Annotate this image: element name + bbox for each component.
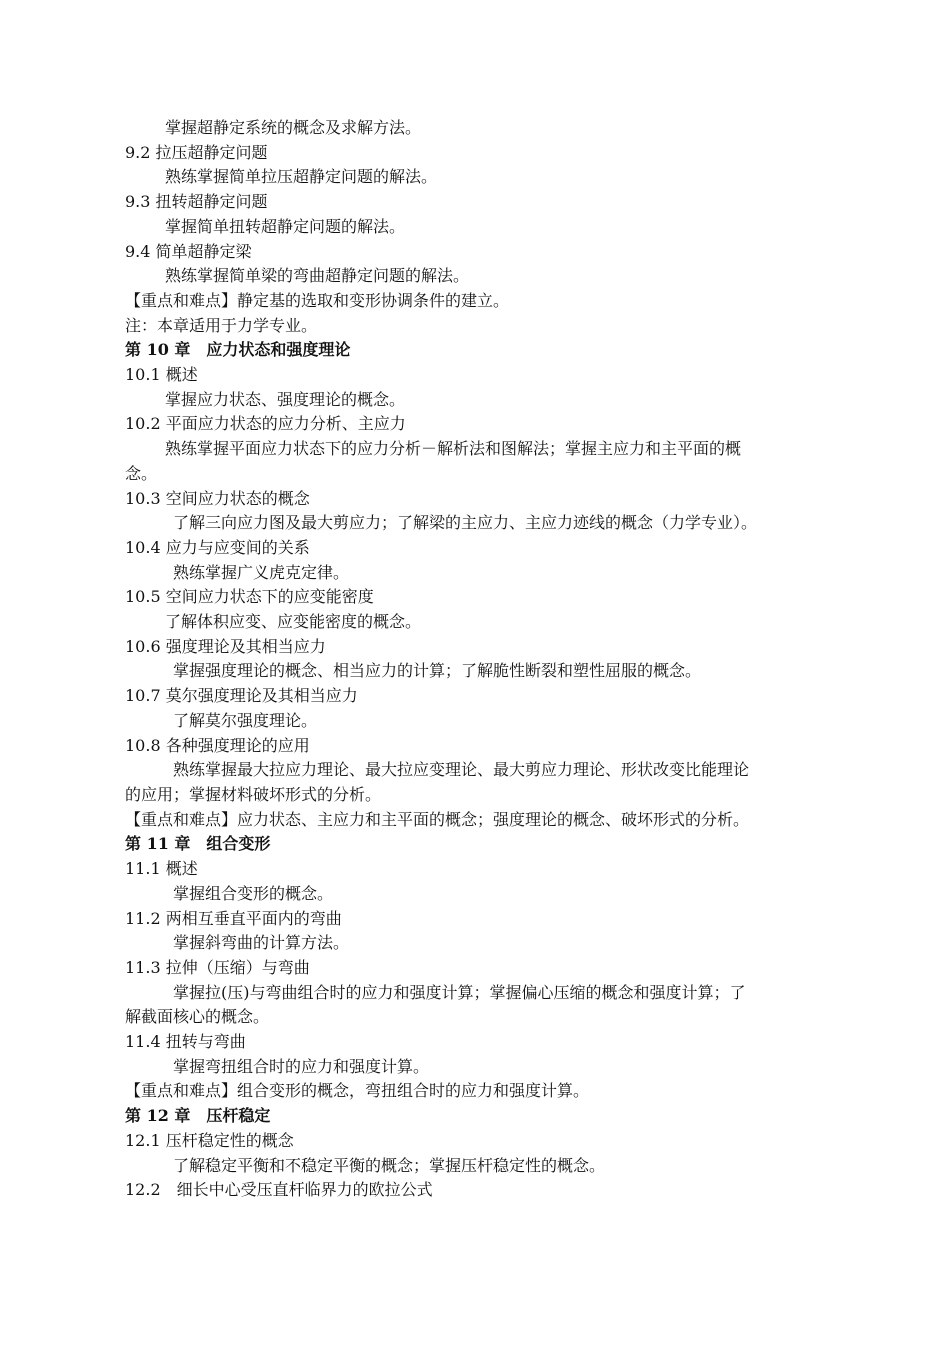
text-line: 12.2 细长中心受压直杆临界力的欧拉公式: [125, 1180, 433, 1200]
text-line: 熟练掌握广义虎克定律。: [173, 562, 350, 582]
chapter-heading: 第 11 章 组合变形: [125, 834, 271, 854]
text-line: 10.6 强度理论及其相当应力: [125, 636, 326, 656]
text-line: 了解三向应力图及最大剪应力；了解梁的主应力、主应力迹线的概念（力学专业）。: [173, 513, 758, 533]
text-line: 掌握简单扭转超静定问题的解法。: [165, 216, 406, 236]
text-line: 熟练掌握简单拉压超静定问题的解法。: [165, 167, 438, 187]
text-line: 【重点和难点】静定基的选取和变形协调条件的建立。: [125, 290, 510, 310]
text-line: 11.4 扭转与弯曲: [125, 1032, 246, 1052]
text-line: 熟练掌握简单梁的弯曲超静定问题的解法。: [165, 266, 470, 286]
text-line: 念。: [125, 463, 158, 483]
text-line: 掌握拉(压)与弯曲组合时的应力和强度计算；掌握偏心压缩的概念和强度计算；了: [173, 982, 746, 1002]
text-line: 10.2 平面应力状态的应力分析、主应力: [125, 414, 406, 434]
text-line: 9.2 拉压超静定问题: [125, 142, 268, 162]
text-line: 11.3 拉伸（压缩）与弯曲: [125, 957, 310, 977]
text-line: 【重点和难点】应力状态、主应力和主平面的概念；强度理论的概念、破坏形式的分析。: [125, 809, 750, 829]
text-line: 10.5 空间应力状态下的应变能密度: [125, 587, 374, 607]
text-line: 【重点和难点】组合变形的概念，弯扭组合时的应力和强度计算。: [125, 1081, 590, 1101]
text-line: 10.1 概述: [125, 365, 198, 385]
text-line: 10.4 应力与应变间的关系: [125, 537, 310, 557]
text-line: 10.3 空间应力状态的概念: [125, 488, 310, 508]
text-line: 熟练掌握平面应力状态下的应力分析－解析法和图解法；掌握主应力和主平面的概: [165, 439, 742, 459]
text-line: 的应用；掌握材料破坏形式的分析。: [125, 784, 382, 804]
text-line: 11.2 两相互垂直平面内的弯曲: [125, 908, 342, 928]
text-line: 了解莫尔强度理论。: [173, 710, 318, 730]
text-line: 11.1 概述: [125, 859, 198, 879]
text-line: 掌握组合变形的概念。: [173, 883, 334, 903]
text-line: 了解体积应变、应变能密度的概念。: [165, 612, 422, 632]
chapter-heading: 第 12 章 压杆稳定: [125, 1106, 271, 1126]
text-line: 掌握斜弯曲的计算方法。: [173, 933, 350, 953]
document-body: [125, 116, 870, 1203]
text-line: 9.4 简单超静定梁: [125, 241, 252, 261]
text-line: 了解稳定平衡和不稳定平衡的概念；掌握压杆稳定性的概念。: [173, 1155, 606, 1175]
text-line: 解截面核心的概念。: [125, 1007, 270, 1027]
text-line: 掌握应力状态、强度理论的概念。: [165, 389, 406, 409]
text-line: 12.1 压杆稳定性的概念: [125, 1130, 294, 1150]
chapter-heading: 第 10 章 应力状态和强度理论: [125, 340, 351, 360]
text-line: 注：本章适用于力学专业。: [125, 315, 318, 335]
text-line: 9.3 扭转超静定问题: [125, 192, 268, 212]
text-line: 掌握强度理论的概念、相当应力的计算；了解脆性断裂和塑性屈服的概念。: [173, 661, 702, 681]
text-line: 掌握超静定系统的概念及求解方法。: [165, 118, 422, 137]
text-line: 熟练掌握最大拉应力理论、最大拉应变理论、最大剪应力理论、形状改变比能理论: [173, 760, 750, 780]
text-line: 掌握弯扭组合时的应力和强度计算。: [173, 1056, 430, 1076]
text-line: 10.7 莫尔强度理论及其相当应力: [125, 686, 358, 706]
text-line: 10.8 各种强度理论的应用: [125, 735, 310, 755]
